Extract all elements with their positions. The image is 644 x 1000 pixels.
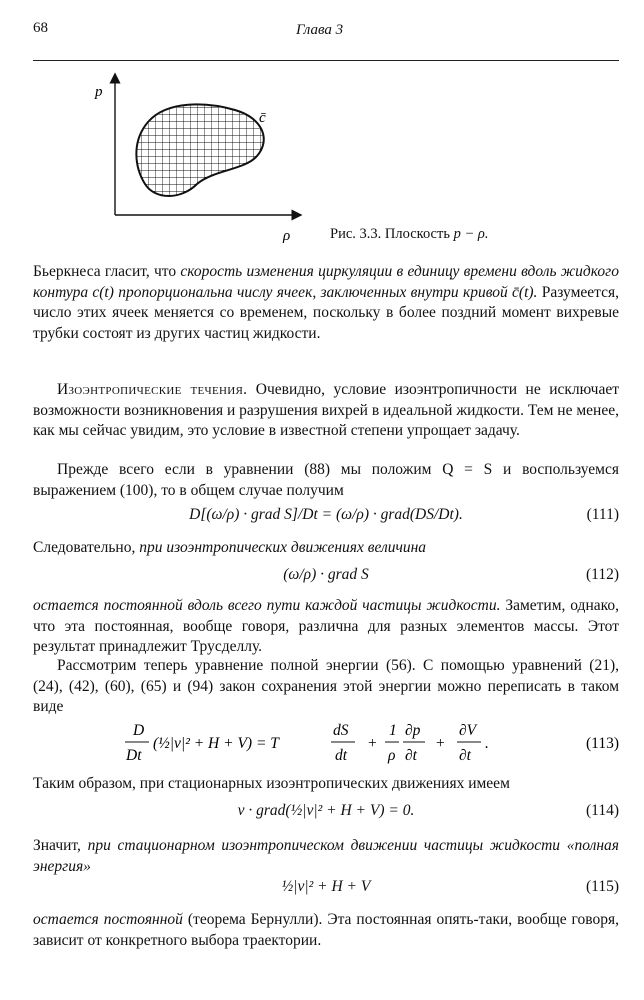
page-number: 68 <box>33 20 48 36</box>
p5-italic: остается постоянной вдоль всего пути каждой частицы жидкости. <box>33 597 501 614</box>
equation-112-number: (112) <box>586 566 619 583</box>
header-rule <box>33 60 619 61</box>
equation-115-number: (115) <box>586 878 619 895</box>
paragraph-first <box>33 460 619 501</box>
axis-x-label: ρ <box>283 228 291 244</box>
paragraph-bjerknes <box>33 262 619 344</box>
eq113-t4-num: ∂V <box>459 722 477 739</box>
eq113-lhs-den: Dt <box>126 747 142 764</box>
p2-text: Очевидно, условие изоэнтропичности не исключает возможности возникновения и разрушения вихрей в идеальной жидкости. Тем не менее, как мы сейчас увидим, это условие в известной степени упрощает задачу. <box>33 381 619 439</box>
eq113-lhs-rest: (½|v|² + H + V) = T <box>153 735 279 752</box>
eq113-t1-num: dS <box>333 722 349 739</box>
eq113-plus2: + <box>435 735 446 752</box>
equation-114-formula: v · grad(½|v|² + H + V) = 0. <box>237 802 415 819</box>
eq113-t3-num: ∂p <box>405 722 421 739</box>
p7-text: Таким образом, при стационарных изоэнтропических движениях имеем <box>33 775 510 792</box>
equation-111 <box>33 506 619 530</box>
eq113-t2-num: 1 <box>389 722 397 739</box>
eq113-plus1: + <box>367 735 378 752</box>
p8-text-a: Значит, <box>33 837 88 854</box>
axis-y-label: p <box>95 84 103 100</box>
p8-italic: при стационарном изоэнтропическом движении частицы жидкости «полная энергия» <box>33 837 619 875</box>
eq113-t2-den: ρ <box>388 747 396 764</box>
closed-contour <box>136 104 263 196</box>
equation-113-number: (113) <box>586 735 619 752</box>
paragraph-bernoulli <box>33 910 619 951</box>
eq113-t4-den: ∂t <box>459 747 471 764</box>
eq113-period: . <box>485 735 489 752</box>
running-head: Глава 3 <box>296 22 344 38</box>
p5-text: Заметим, однако, что эта постоянная, вообще говоря, различна для разных элементов массы. Этот результат принадлежит Трусделлу. <box>33 597 619 655</box>
equation-112-formula: (ω/ρ) · grad S <box>283 566 369 583</box>
equation-114-number: (114) <box>586 802 619 819</box>
p4-italic: при изоэнтропических движениях величина <box>139 539 427 556</box>
equation-115-formula: ½|v|² + H + V <box>281 878 371 895</box>
eq113-t3-den: ∂t <box>405 747 417 764</box>
paragraph-meaning <box>33 836 619 877</box>
equation-115 <box>33 878 619 902</box>
figure-p-rho-plane <box>85 72 315 250</box>
equation-114 <box>33 802 619 826</box>
caption-text: Рис. 3.3. Плоскость <box>330 226 450 242</box>
section-heading-isentropic: Изоэнтропические течения. <box>57 381 248 398</box>
paragraph-constant <box>33 596 619 658</box>
figure-caption <box>330 226 488 243</box>
equation-113 <box>33 718 619 770</box>
paragraph-thus <box>33 774 619 795</box>
p9-text: (теорема Бернулли). Эта постоянная опять-таки, вообще говоря, зависит от конкретного выбора траектории. <box>33 911 619 949</box>
p6-text: Рассмотрим теперь уравнение полной энергии (56). С помощью уравнений (21), (24), (42), (60), (65) и (94) закон сохранения этой энергии можно переписать в таком виде <box>33 657 619 715</box>
p4-text-a: Следовательно, <box>33 539 140 556</box>
equation-111-formula: D[(ω/ρ) · grad S]/Dt = (ω/ρ) · grad(DS/Dt). <box>189 506 463 523</box>
equation-111-number: (111) <box>586 506 619 523</box>
paragraph-isentropic <box>33 380 619 442</box>
p1-text-c: Разумеется, число этих ячеек меняется со временем, поскольку в более поздний момент вихревые трубки состоят из других частиц жидкости. <box>33 283 619 342</box>
p9-italic: остается постоянной <box>33 911 183 928</box>
eq113-t1-den: dt <box>335 747 348 764</box>
equation-112 <box>33 566 619 590</box>
paragraph-energy <box>33 656 619 718</box>
curve-label: c̄ <box>259 110 266 126</box>
p3-text: Прежде всего если в уравнении (88) мы положим Q = S и воспользуемся выражением (100), то в общем случае получим <box>33 461 619 499</box>
caption-math: p − ρ. <box>453 226 489 242</box>
p1-text-a: Бьеркнеса гласит, что <box>33 263 181 280</box>
paragraph-therefore <box>33 538 619 559</box>
p1-theorem-italic: скорость изменения циркуляции в единицу времени вдоль жидкого контура c(t) пропорциональна числу ячеек, заключенных внутри кривой c̄(t). <box>33 263 619 301</box>
eq113-lhs-num: D <box>133 722 145 739</box>
